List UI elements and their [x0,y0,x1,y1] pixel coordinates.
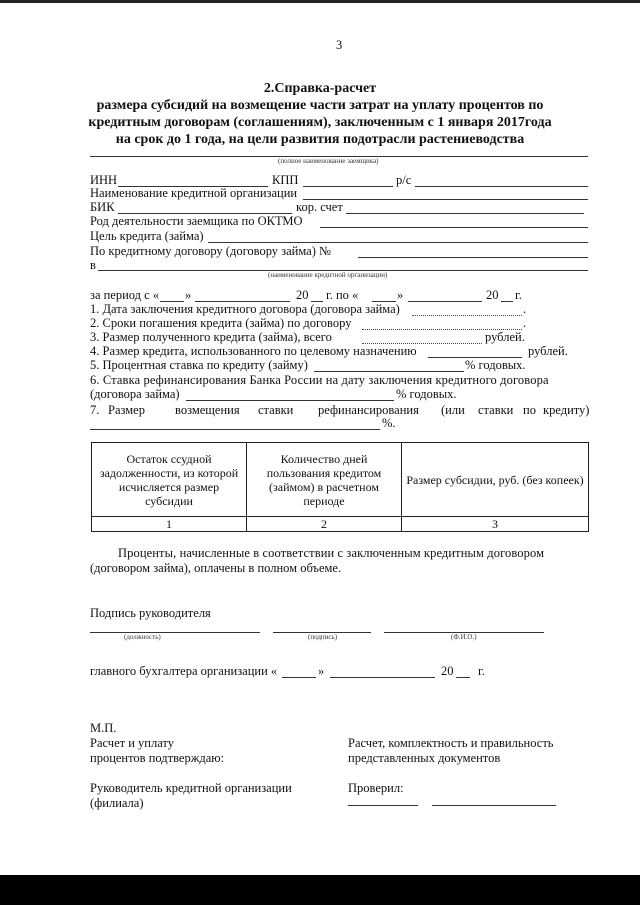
credit-org-field[interactable] [303,199,588,200]
period-from-label: за период с « [90,288,160,302]
contract-label: По кредитному договору (договору займа) № [90,244,331,258]
period-to-label: г. по « [326,288,359,302]
checked-by-signature-field[interactable] [348,805,418,806]
statement-line-2: (договором займа), оплачены в полном объеме. [90,561,342,575]
page-number: 3 [336,38,343,52]
item-5-field[interactable] [314,371,464,372]
item-1-label: 1. Дата заключения кредитного договора (договора займа) [90,302,400,316]
footer-right-line-1: Расчет, комплектность и правильность [348,736,554,750]
position-caption: (должность) [124,633,161,641]
subsidy-table [91,442,589,532]
footer-left-line-3: Руководитель кредитной организации [90,781,292,795]
table-col-number-3[interactable]: 3 [402,517,589,532]
form-title: 2.Справка-расчет [263,81,377,96]
item-7-word-7: ставки [478,403,514,417]
accountant-year-field[interactable] [456,677,470,678]
kor-account-label: кор. счет [296,200,343,214]
scan-top-border [0,0,640,3]
item-7-word-4: ставки [258,403,294,417]
item-7-word-3: возмещения [175,403,240,417]
credit-org-caption: (наименование кредитной организации) [268,271,388,279]
period-to-close: » [397,288,404,302]
purpose-field[interactable] [208,242,588,243]
item-7-word-8: по [523,403,536,417]
head-signature-label: Подпись руководителя [90,606,211,620]
item-6-line1: 6. Ставка рефинансирования Банка России на дату заключения кредитного договора [90,373,549,387]
item-7-word-5: рефинансирования [318,403,419,417]
item-2-label: 2. Сроки погашения кредита (займа) по договору [90,316,352,330]
accountant-year: 20 [441,664,454,678]
item-6-line2: (договора займа) [90,387,180,401]
item-7-word-2: Размер [108,403,145,417]
activity-field[interactable] [320,227,588,228]
item-7-word-1: 7. [90,403,100,417]
item-3-label: 3. Размер полученного кредита (займа), всего [90,330,332,344]
footer-left-line-4: (филиала) [90,796,144,810]
period-to-year-field[interactable] [501,301,513,302]
rs-label: р/с [396,173,412,187]
item-1-field[interactable] [412,315,522,316]
item-7-word-9: кредиту) [543,403,590,417]
period-to-year: 20 [486,288,499,302]
activity-label: Род деятельности заемщика по ОКТМО [90,214,303,228]
period-from-year: 20 [296,288,309,302]
table-header-days: Количество дней пользования кредитом (займом) в расчетном периоде [247,443,402,517]
item-5-label: 5. Процентная ставка по кредиту (займу) [90,358,308,372]
kpp-label: КПП [272,173,299,187]
checked-by-label: Проверил: [348,781,404,795]
checked-by-name-field[interactable] [432,805,556,806]
kpp-field[interactable] [303,186,393,187]
item-2-tail: . [523,316,527,330]
item-4-label: 4. Размер кредита, использованного по целевому назначению [90,344,417,358]
item-3-tail: рублей. [485,330,525,344]
accountant-label: главного бухгалтера организации « [90,664,278,678]
item-7-field[interactable] [90,429,380,430]
scan-bottom-border [0,875,640,905]
credit-org-label: Наименование кредитной организации [90,186,298,200]
item-1-tail: . [523,302,527,316]
contract-number-field[interactable] [358,257,588,258]
form-subtitle-2: кредитным договорам (соглашениям), заключенным с 1 января 2017года [88,115,552,130]
bik-label: БИК [90,200,115,214]
accountant-year-suffix: г. [478,664,485,678]
footer-left-line-1: Расчет и уплату [90,736,174,750]
form-subtitle-3: на срок до 1 года, на цели развития подотрасли растениеводства [115,132,525,147]
table-col-number-2[interactable]: 2 [247,517,402,532]
stamp-place: М.П. [90,721,117,735]
fio-caption: (Ф.И.О.) [451,633,477,641]
inn-label: ИНН [90,173,118,187]
form-subtitle-1: размера субсидий на возмещение части затрат на уплату процентов по [96,98,544,113]
signature-caption: (подпись) [308,633,338,641]
item-4-tail: рублей. [528,344,568,358]
period-to-month[interactable] [408,301,482,302]
head-position-field[interactable] [90,632,260,633]
item-7-tail: %. [382,416,396,430]
item-5-tail: % годовых. [465,358,526,372]
table-header-loan-balance: Остаток ссудной задолженности, из которой исчисляется размер субсидии [92,443,247,517]
accountant-day-field[interactable] [282,677,316,678]
rs-field[interactable] [415,186,588,187]
statement-line-1: Проценты, начисленные в соответствии с заключенным кредитным договором [118,546,545,560]
in-label: в [90,258,96,272]
footer-right-line-2: представленных документов [348,751,501,765]
table-header-subsidy: Размер субсидии, руб. (без копеек) [402,443,589,517]
item-6-tail: % годовых. [396,387,457,401]
item-6-field[interactable] [186,400,394,401]
accountant-month-field[interactable] [330,677,435,678]
borrower-caption: (полное наименование заемщика) [278,157,379,165]
footer-left-line-2: процентов подтверждаю: [90,751,225,765]
kor-account-field[interactable] [346,213,584,214]
period-from-close: » [185,288,192,302]
purpose-label: Цель кредита (займа) [90,229,204,243]
table-col-number-1[interactable]: 1 [92,517,247,532]
period-year-suffix: г. [515,288,522,302]
accountant-close: » [318,664,325,678]
item-7-word-6: (или [441,403,465,417]
